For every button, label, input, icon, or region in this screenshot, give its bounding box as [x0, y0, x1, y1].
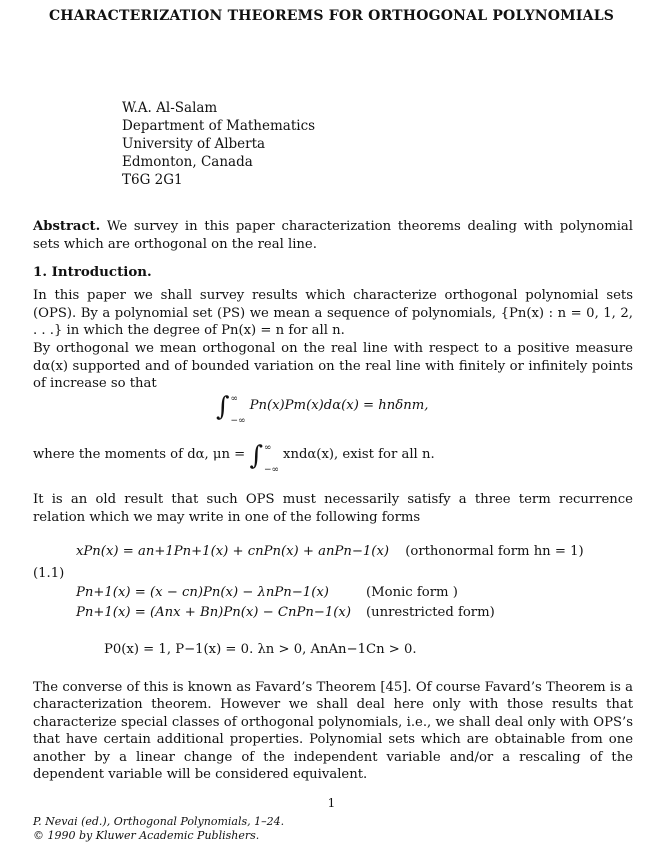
intro-paragraph-4: The converse of this is known as Favard’s Theorem [45]. Of course Favard’s Theorem is a characterization theorem. However we shall deal here only with those results that characterize special classes of orthogonal polynomials, i.e., we shall deal only with OPS’s that have certain additional properties. Polynomial sets which are obtainable from one another by a linear change of the independent variable and/or a rescaling of the dependent variable will be considered equivalent. [33, 680, 633, 783]
footer-citation [33, 815, 284, 843]
moments-body: xndα(x), exist for all n. [283, 447, 435, 462]
initial-conditions: P0(x) = 1, P−1(x) = 0. λn > 0, AnAn−1Cn > 0. [104, 642, 417, 657]
author-city: Edmonton, Canada [122, 154, 253, 170]
page-number: 1 [327, 796, 336, 810]
author-name: W.A. Al-Salam [122, 100, 218, 116]
moments-equation [33, 437, 435, 481]
recurrence-line-1: xPn(x) = an+1Pn+1(x) + cnPn(x) + anPn−1(x) [76, 544, 390, 559]
lower-limit: −∞ [263, 465, 280, 475]
footer-line-1: P. Nevai (ed.), Orthogonal Polynomials, 1–24. [33, 815, 285, 828]
upper-limit: ∞ [263, 443, 272, 453]
footer-line-2: © 1990 by Kluwer Academic Publishers. [33, 829, 260, 842]
author-university: University of Alberta [122, 136, 266, 152]
recurrence-line-3: Pn+1(x) = (Anx + Bn)Pn(x) − CnPn−1(x) [76, 605, 351, 620]
equation-label: (1.1) [33, 566, 65, 581]
author-department: Department of Mathematics [122, 118, 316, 134]
section-heading: 1. Introduction. [33, 264, 152, 280]
orthogonality-equation [216, 388, 428, 432]
orthogonality-body: Pn(x)Pm(x)dα(x) = hnδnm, [249, 398, 429, 413]
recurrence-line-2: Pn+1(x) = (x − cn)Pn(x) − λnPn−1(x) [76, 585, 329, 600]
recurrence-note-1: (orthonormal form hn = 1) [405, 544, 584, 559]
recurrence-note-2: (Monic form ) [366, 585, 458, 600]
integral-limits [264, 437, 279, 481]
recurrence-note-3: (unrestricted form) [366, 605, 495, 620]
paper-title: CHARACTERIZATION THEOREMS FOR ORTHOGONAL POLYNOMIALS [48, 8, 615, 24]
lower-limit: −∞ [230, 416, 246, 426]
recurrence-monic [76, 585, 458, 600]
intro-paragraph-1: In this paper we shall survey results which characterize orthogonal polynomial sets (OPS). By a polynomial set (PS) we mean a sequence of polynomials, {Pn(x) : n = 0, 1, 2, . . .} in which the degree of Pn(x) = n for all n. [33, 288, 633, 339]
recurrence-orthonormal [76, 544, 584, 559]
abstract-text: We survey in this paper characterization theorems dealing with polynomial sets which are orthogonal on the real line. [33, 219, 633, 252]
intro-paragraph-3: It is an old result that such OPS must necessarily satisfy a three term recurrence relation which we may write in one of the following forms [33, 492, 633, 525]
integral-sign-icon: ∫ [249, 441, 263, 471]
intro-paragraph-2: By orthogonal we mean orthogonal on the real line with respect to a positive measure dα(x) supported and of bounded variation on the real line with finitely or infinitely points of increase so that [33, 341, 633, 392]
upper-limit: ∞ [230, 394, 239, 404]
author-postal-code: T6G 2G1 [122, 172, 183, 188]
abstract [33, 218, 633, 254]
author-affiliation [122, 99, 315, 189]
moments-prefix: where the moments of dα, μn = [33, 447, 246, 462]
recurrence-unrestricted [76, 605, 495, 620]
integral-limits [231, 388, 246, 432]
integral-sign-icon: ∫ [216, 392, 230, 422]
abstract-label: Abstract. [33, 219, 101, 234]
